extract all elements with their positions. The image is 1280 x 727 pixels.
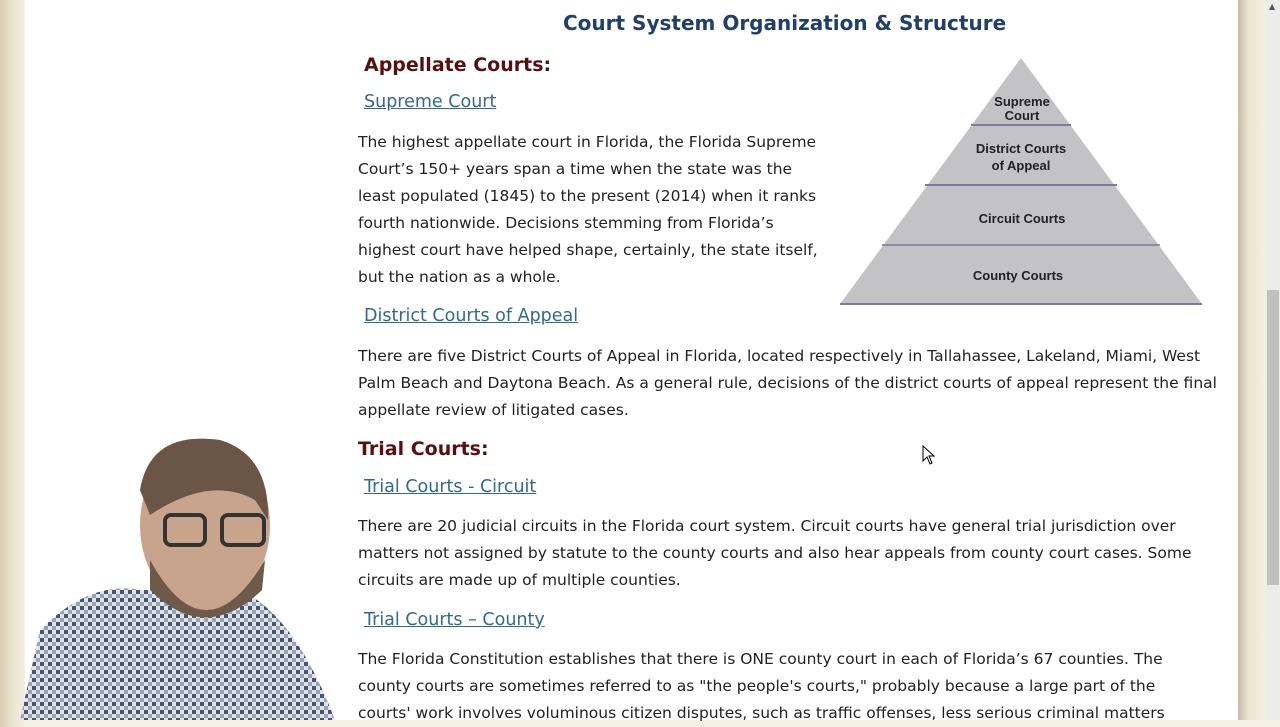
court-pyramid-diagram xyxy=(838,56,1204,306)
supreme-court-text: The highest appellate court in Florida, the Florida Supreme Court’s 150+ years span a time when the state was the least populated (1845) to the present (2014) when it ranks fourth nationwide. Decisions stemming from Florida’s highest court have helped shape, certainly, the state itself, but the nation as a whole. xyxy=(358,133,818,286)
background-border xyxy=(1238,0,1266,720)
trial-county-link[interactable]: Trial Courts – County xyxy=(364,610,545,630)
district-courts-text: There are five District Courts of Appeal in Florida, located respectively in Tallahassee, Lakeland, Miami, West Palm Beach and Daytona Beach. As a general rule, decisions of the district courts of appeal represent the final appellate review of litigated cases. xyxy=(358,347,1217,419)
trial-circuit-text: There are 20 judicial circuits in the Florida court system. Circuit courts have general trial jurisdiction over matters not assigned by statute to the county courts and also hear appeals from county court cases. Some circuits are made up of multiple counties. xyxy=(358,517,1192,589)
pyramid-label-supreme: Supreme xyxy=(994,94,1050,109)
scroll-up-arrow-icon[interactable]: ▲ xyxy=(1269,2,1276,11)
trial-circuit-link[interactable]: Trial Courts - Circuit xyxy=(364,477,537,497)
pyramid-label-dca-2: of Appeal xyxy=(991,158,1051,173)
pyramid-label-dca: District Courts xyxy=(975,141,1067,156)
supreme-court-link[interactable]: Supreme Court xyxy=(364,92,497,112)
pyramid-label-supreme-2: Court xyxy=(1004,108,1040,123)
scrollbar-thumb[interactable] xyxy=(1267,290,1279,585)
mouse-cursor-icon xyxy=(922,445,936,465)
pyramid-label-circuit: Circuit Courts xyxy=(978,211,1066,226)
trial-heading: Trial Courts: xyxy=(358,438,489,460)
trial-county-text: The Florida Constitution establishes that there is ONE county court in each of Florida’s 67 counties. The county courts are sometimes referred to as "the people's courts," probably because a large part of the courts' work involves voluminous citizen disputes, such as traffic offenses, less serious criminal matters xyxy=(358,650,1165,722)
pyramid-label-county: County Courts xyxy=(972,268,1064,283)
appellate-heading: Appellate Courts: xyxy=(364,54,552,76)
district-courts-link[interactable]: District Courts of Appeal xyxy=(364,306,579,326)
webcam-overlay xyxy=(0,430,380,720)
scrollbar[interactable] xyxy=(1266,0,1280,720)
page-title: Court System Organization & Structure xyxy=(563,11,1007,35)
